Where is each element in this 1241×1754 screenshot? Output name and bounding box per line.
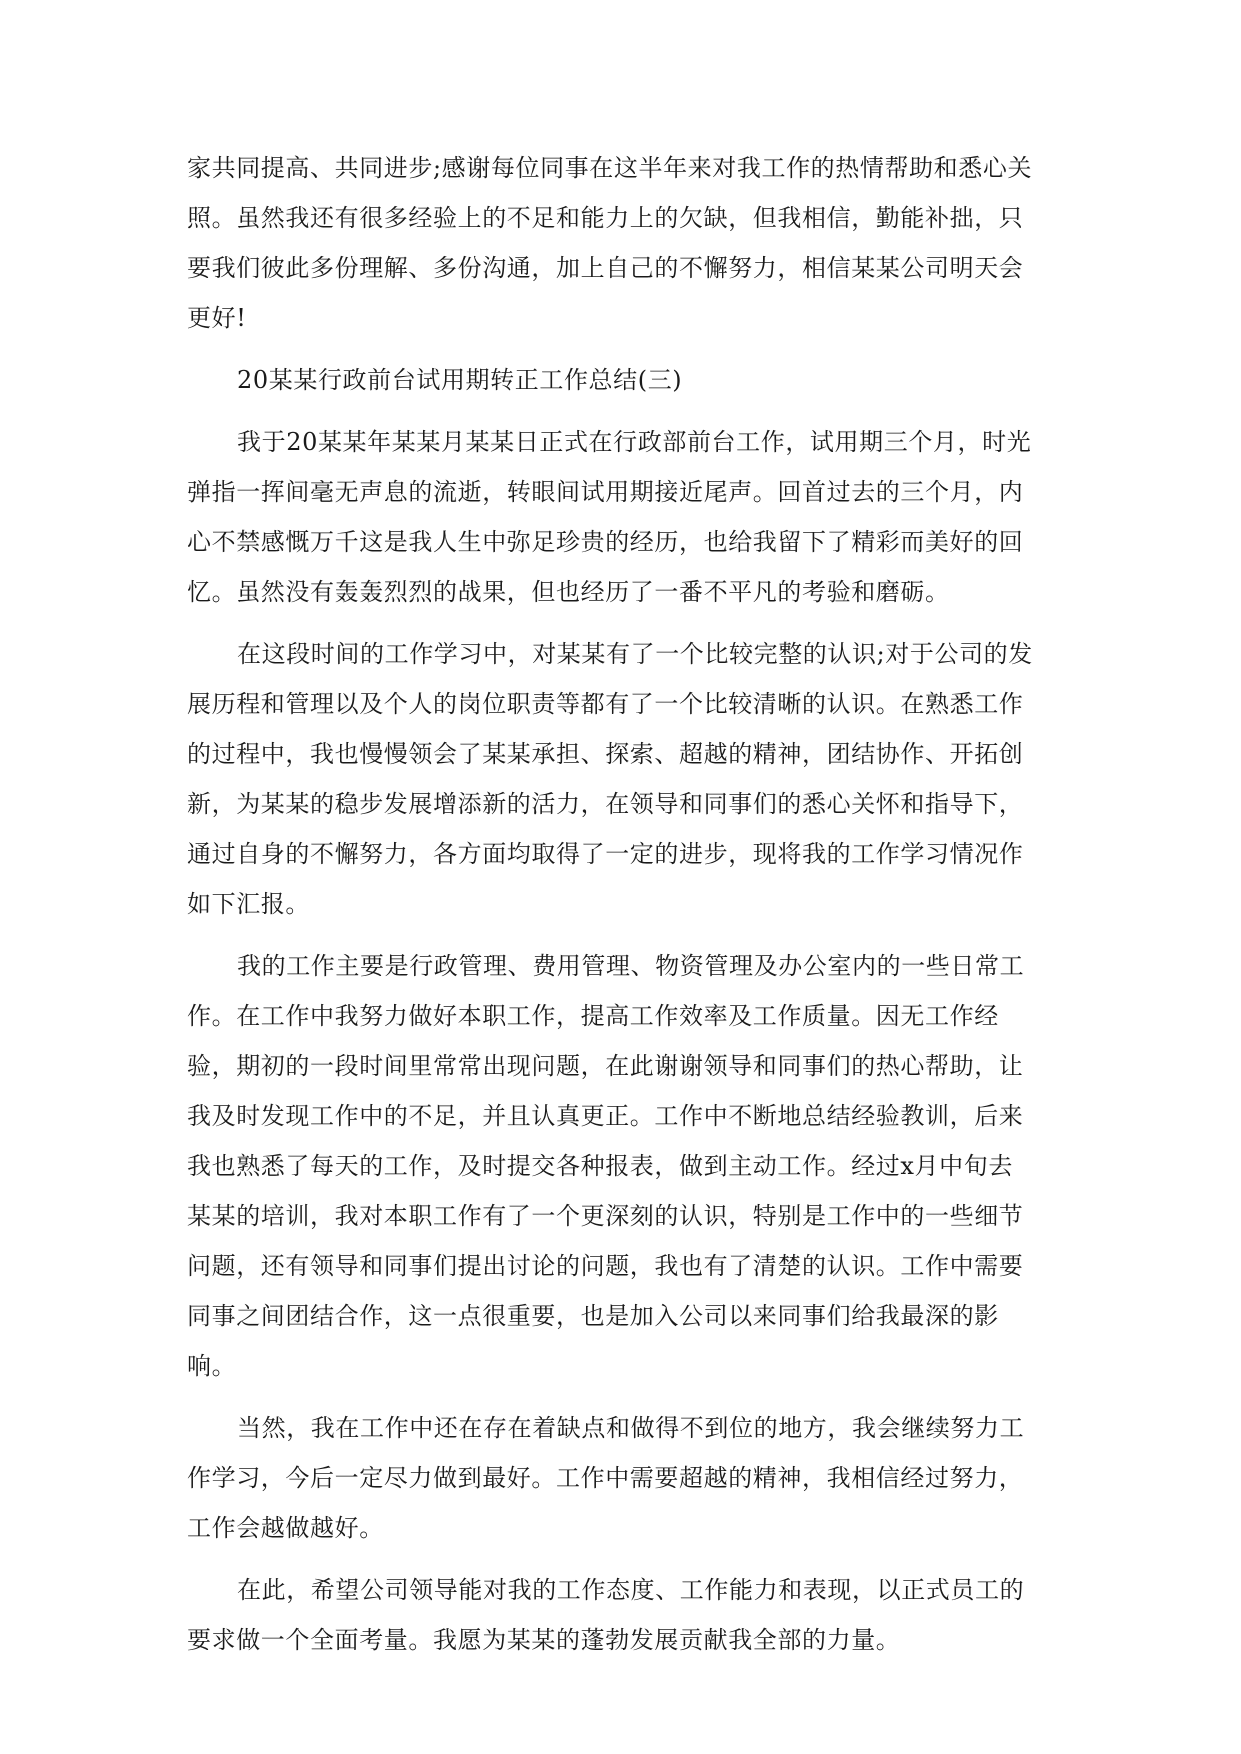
- text-line: 工作会越做越好。: [187, 1514, 384, 1542]
- text-line: 更好!: [187, 304, 247, 332]
- text-line: 照。虽然我还有很多经验上的不足和能力上的欠缺，但我相信，勤能补拙，只: [187, 204, 1024, 232]
- text-line: 忆。虽然没有轰轰烈烈的战果，但也经历了一番不平凡的考验和磨砺。: [187, 578, 950, 606]
- text-line: 我也熟悉了每天的工作，及时提交各种报表，做到主动工作。经过x月中旬去: [187, 1152, 1013, 1180]
- text-line: 某某的培训，我对本职工作有了一个更深刻的认识，特别是工作中的一些细节: [187, 1202, 1024, 1230]
- text-line: 的过程中，我也慢慢领会了某某承担、探索、超越的精神，团结协作、开拓创: [187, 740, 1024, 768]
- paragraph-gap: [187, 343, 1057, 355]
- text-line: 我及时发现工作中的不足，并且认真更正。工作中不断地总结经验教训，后来: [187, 1102, 1024, 1130]
- paragraph-gap: [187, 405, 1057, 417]
- section-title: 20某某行政前台试用期转正工作总结(三): [237, 366, 683, 394]
- text-line: 展历程和管理以及个人的岗位职责等都有了一个比较清晰的认识。在熟悉工作: [187, 690, 1024, 718]
- text-line: 作学习，今后一定尽力做到最好。工作中需要超越的精神，我相信经过努力，: [187, 1464, 1024, 1492]
- text-line: 如下汇报。: [187, 890, 310, 918]
- paragraph-conclusion: [187, 1565, 1057, 1665]
- text-line: 作。在工作中我努力做好本职工作，提高工作效率及工作质量。因无工作经: [187, 1002, 999, 1030]
- text-line: 当然，我在工作中还在存在着缺点和做得不到位的地方，我会继续努力工: [237, 1414, 1025, 1442]
- text-line: 我于20某某年某某月某某日正式在行政部前台工作，试用期三个月，时光: [237, 428, 1032, 456]
- paragraph-gap: [187, 617, 1057, 629]
- text-line: 家共同提高、共同进步;感谢每位同事在这半年来对我工作的热情帮助和悉心关: [187, 154, 1033, 182]
- paragraph-work-duties: [187, 941, 1057, 1391]
- text-line: 问题，还有领导和同事们提出讨论的问题，我也有了清楚的认识。工作中需要: [187, 1252, 1024, 1280]
- text-line: 我的工作主要是行政管理、费用管理、物资管理及办公室内的一些日常工: [237, 952, 1025, 980]
- text-line: 在这段时间的工作学习中，对某某有了一个比较完整的认识;对于公司的发: [237, 640, 1033, 668]
- document-body: [187, 143, 1057, 1665]
- paragraph-gap: [187, 1553, 1057, 1565]
- text-line: 弹指一挥间毫无声息的流逝，转眼间试用期接近尾声。回首过去的三个月，内: [187, 478, 1024, 506]
- text-line: 要我们彼此多份理解、多份沟通，加上自己的不懈努力，相信某某公司明天会: [187, 254, 1024, 282]
- text-line: 通过自身的不懈努力，各方面均取得了一定的进步，现将我的工作学习情况作: [187, 840, 1024, 868]
- paragraph-shortcomings: [187, 1403, 1057, 1553]
- paragraph-understanding: [187, 629, 1057, 929]
- text-line: 同事之间团结合作，这一点很重要，也是加入公司以来同事们给我最深的影: [187, 1302, 999, 1330]
- section-heading: [187, 355, 1057, 405]
- paragraph-gap: [187, 1391, 1057, 1403]
- text-line: 新，为某某的稳步发展增添新的活力，在领导和同事们的悉心关怀和指导下，: [187, 790, 1024, 818]
- text-line: 心不禁感慨万千这是我人生中弥足珍贵的经历，也给我留下了精彩而美好的回: [187, 528, 1024, 556]
- text-line: 在此，希望公司领导能对我的工作态度、工作能力和表现，以正式员工的: [237, 1576, 1025, 1604]
- text-line: 验，期初的一段时间里常常出现问题，在此谢谢领导和同事们的热心帮助，让: [187, 1052, 1024, 1080]
- text-line: 响。: [187, 1352, 237, 1380]
- text-line: 要求做一个全面考量。我愿为某某的蓬勃发展贡献我全部的力量。: [187, 1626, 901, 1654]
- paragraph-intro: [187, 417, 1057, 617]
- paragraph-closing-thanks: [187, 143, 1057, 343]
- paragraph-gap: [187, 929, 1057, 941]
